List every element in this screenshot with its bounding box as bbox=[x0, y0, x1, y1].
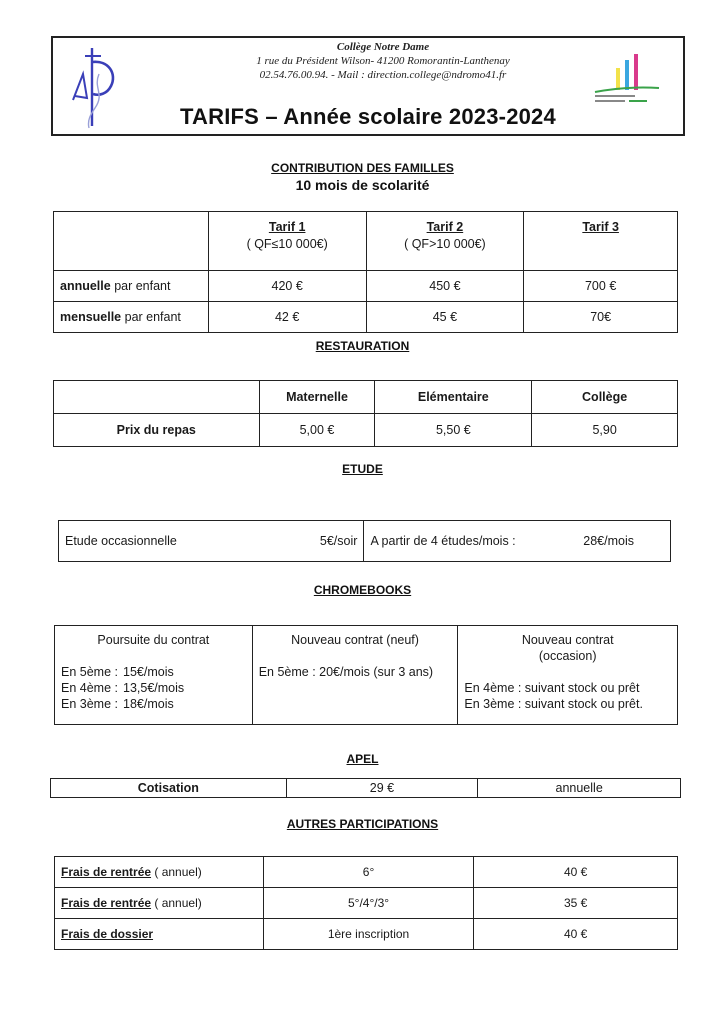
price-cell: 40 € bbox=[474, 857, 678, 888]
price-line: En 4ème : 13,5€/mois bbox=[61, 681, 185, 695]
tarif-1-header: Tarif 1 ( QF≤10 000€) bbox=[208, 212, 366, 271]
table-header-row bbox=[54, 212, 678, 271]
apel-period: annuelle bbox=[478, 779, 681, 798]
etude-forfait-cell bbox=[364, 521, 671, 562]
level-cell: 6° bbox=[263, 857, 474, 888]
etude-price: 28€/mois bbox=[583, 534, 634, 548]
etude-label: A partir de 4 études/mois : bbox=[370, 534, 516, 548]
table-row bbox=[55, 888, 678, 919]
row-label: Frais de rentrée ( annuel) bbox=[55, 888, 264, 919]
school-contact: 02.54.76.00.94. - Mail : direction.college@ndromo41.fr bbox=[259, 69, 507, 81]
school-info bbox=[193, 40, 573, 82]
price-cell: 700 € bbox=[524, 271, 678, 302]
section-title-apel: APEL bbox=[346, 752, 379, 766]
letterhead bbox=[51, 36, 685, 136]
section-subtitle-contribution: 10 mois de scolarité bbox=[295, 177, 430, 193]
level-cell: 5°/4°/3° bbox=[263, 888, 474, 919]
table-row bbox=[54, 271, 678, 302]
column-heading: Nouveau contrat (neuf) bbox=[291, 633, 419, 647]
enseignement-catholique-logo bbox=[589, 50, 665, 106]
empty-header-cell bbox=[54, 381, 260, 414]
price-line: En 3ème : 18€/mois bbox=[61, 697, 174, 711]
column-header: Elémentaire bbox=[375, 381, 532, 414]
section-title-contribution: CONTRIBUTION DES FAMILLES bbox=[271, 161, 454, 175]
poursuite-contrat-cell bbox=[55, 626, 253, 725]
table-row bbox=[55, 857, 678, 888]
chromebooks-table bbox=[54, 625, 678, 725]
etude-table bbox=[58, 520, 671, 562]
price-cell: 42 € bbox=[208, 302, 366, 333]
column-heading: Poursuite du contrat bbox=[97, 633, 210, 647]
table-row bbox=[59, 521, 671, 562]
nouveau-contrat-neuf-cell bbox=[252, 626, 458, 725]
etude-occasionnelle-cell bbox=[59, 521, 364, 562]
column-header: Collège bbox=[532, 381, 678, 414]
page-title: TARIFS – Année scolaire 2023-2024 bbox=[180, 104, 556, 129]
price-line: En 5ème : 20€/mois (sur 3 ans) bbox=[258, 665, 434, 679]
table-row bbox=[55, 919, 678, 950]
column-header: Maternelle bbox=[259, 381, 375, 414]
price-line: En 4ème : suivant stock ou prêt bbox=[464, 681, 640, 695]
price-cell: 40 € bbox=[474, 919, 678, 950]
nouveau-contrat-occasion-cell bbox=[458, 626, 678, 725]
level-cell: 1ère inscription bbox=[263, 919, 474, 950]
school-address: 1 rue du Président Wilson- 41200 Romorantin-Lanthenay bbox=[256, 55, 510, 67]
tarif-3-header: Tarif 3 bbox=[524, 212, 678, 271]
price-line: En 5ème : 15€/mois bbox=[61, 665, 174, 679]
price-cell: 35 € bbox=[474, 888, 678, 919]
table-row bbox=[54, 302, 678, 333]
restauration-table bbox=[53, 380, 678, 447]
row-label: Frais de dossier bbox=[55, 919, 264, 950]
table-header-row bbox=[54, 381, 678, 414]
column-heading-sub: (occasion) bbox=[538, 649, 597, 663]
school-name: Collège Notre Dame bbox=[336, 41, 430, 53]
autres-participations-table bbox=[54, 856, 678, 950]
column-heading: Nouveau contrat bbox=[521, 633, 614, 647]
row-label: Frais de rentrée ( annuel) bbox=[55, 857, 264, 888]
price-cell: 420 € bbox=[208, 271, 366, 302]
section-title-chromebooks: CHROMEBOOKS bbox=[313, 583, 412, 597]
apel-price: 29 € bbox=[286, 779, 478, 798]
price-cell: 45 € bbox=[366, 302, 524, 333]
row-label: Prix du repas bbox=[54, 414, 260, 447]
section-title-etude: ETUDE bbox=[342, 462, 383, 476]
tarif-2-header: Tarif 2 ( QF>10 000€) bbox=[366, 212, 524, 271]
row-label: mensuelle par enfant bbox=[54, 302, 209, 333]
price-cell: 5,00 € bbox=[259, 414, 375, 447]
table-row bbox=[54, 414, 678, 447]
apel-table bbox=[50, 778, 681, 798]
price-cell: 70€ bbox=[524, 302, 678, 333]
table-row bbox=[51, 779, 681, 798]
price-cell: 450 € bbox=[366, 271, 524, 302]
row-label: annuelle par enfant bbox=[54, 271, 209, 302]
price-cell: 5,50 € bbox=[375, 414, 532, 447]
apel-label: Cotisation bbox=[51, 779, 287, 798]
etude-price: 5€/soir bbox=[319, 534, 358, 548]
section-title-autres: AUTRES PARTICIPATIONS bbox=[286, 817, 439, 831]
section-title-restauration: RESTAURATION bbox=[315, 339, 410, 353]
empty-header-cell bbox=[54, 212, 209, 271]
price-cell: 5,90 bbox=[532, 414, 678, 447]
table-row bbox=[55, 626, 678, 725]
etude-label: Etude occasionnelle bbox=[65, 534, 177, 548]
contribution-table bbox=[53, 211, 678, 333]
price-line: En 3ème : suivant stock ou prêt. bbox=[464, 697, 643, 711]
